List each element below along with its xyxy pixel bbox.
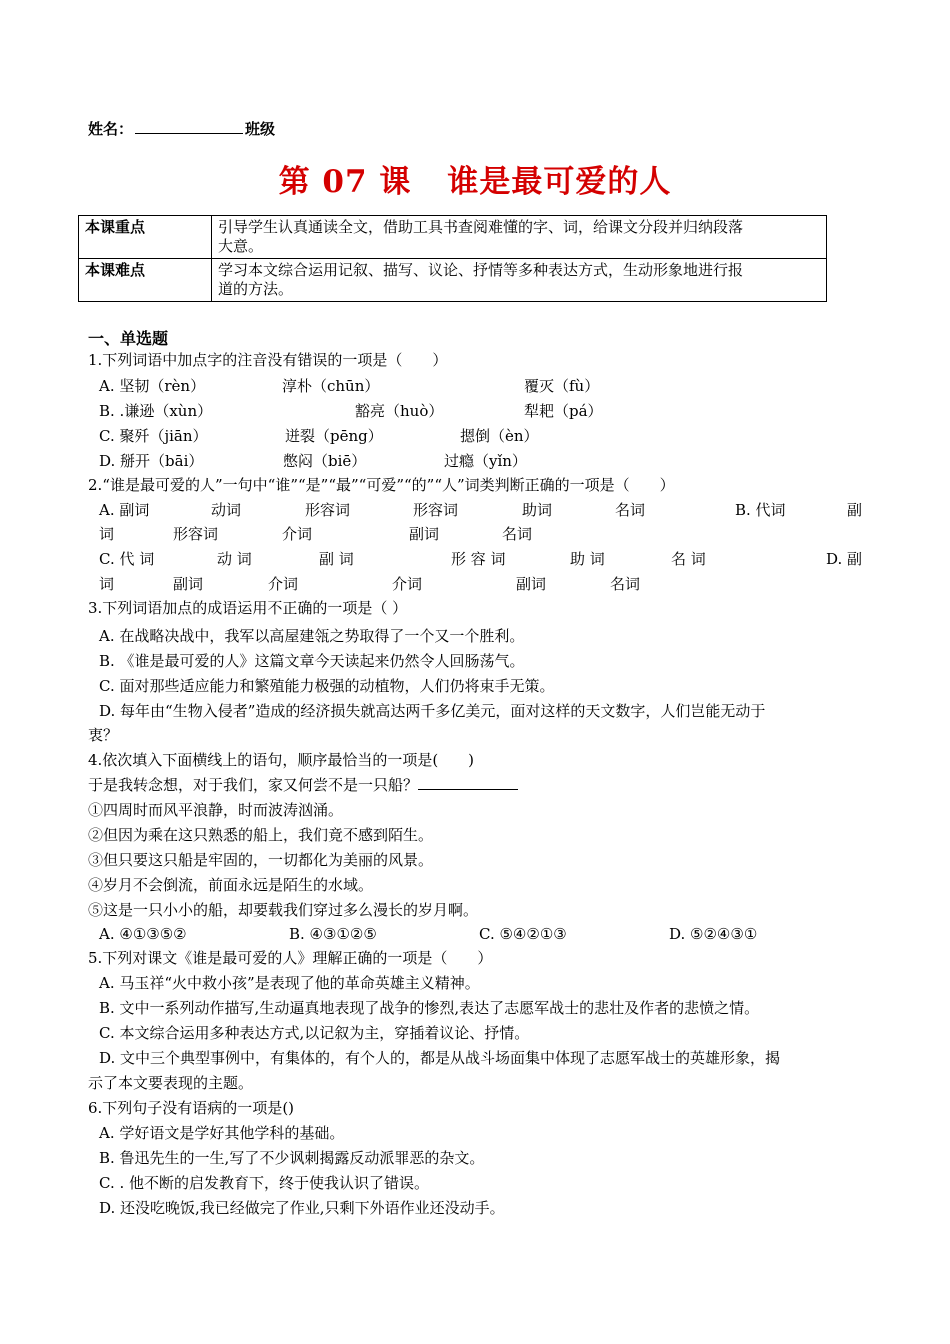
q6-option-d[interactable]: D. 还没吃晚饭,我已经做完了作业,只剩下外语作业还没动手。	[99, 1199, 505, 1217]
q2-r4-2: 介词	[268, 575, 299, 593]
q1-b3: 犁耙（pá）	[524, 402, 603, 420]
q3-option-a[interactable]: A. 在战略决战中，我军以高屋建瓴之势取得了一个又一个胜利。	[99, 627, 525, 645]
q6-option-b[interactable]: B. 鲁迅先生的一生,写了不少讽刺揭露反动派罪恶的杂文。	[99, 1149, 485, 1167]
q2-r3-2: 副 词	[319, 550, 354, 568]
difficulty-text: 学习本文综合运用记叙、描写、议论、抒情等多种表达方式，生动形象地进行报 道的方法。	[212, 259, 827, 302]
q3-option-d-line2: 衷？	[88, 726, 119, 744]
q1-a3: 覆灭（fù）	[524, 377, 600, 395]
q2-r3-5: 名 词	[671, 550, 706, 568]
q4-item-1: ①四周时而风平浪静，时而波涛汹涌。	[88, 801, 344, 819]
table-row	[79, 216, 827, 259]
q5-option-b[interactable]: B. 文中一系列动作描写,生动逼真地表现了战争的惨烈,表达了志愿军战士的悲壮及作者的悲愤之情。	[99, 999, 760, 1017]
q2-r2-4: 名词	[502, 525, 533, 543]
q2-r4-5: 名词	[610, 575, 641, 593]
q3-stem: 3.下列词语加点的成语运用不正确的一项是（ ）	[88, 599, 408, 617]
q4-item-4: ④岁月不会倒流，前面永远是陌生的水域。	[88, 876, 374, 894]
class-label: 班级	[245, 120, 276, 138]
q1-c3: 摁倒（èn）	[460, 427, 539, 445]
q5-option-d-line1[interactable]: D. 文中三个典型事例中，有集体的，有个人的，都是从战斗场面集中体现了志愿军战士的英雄形象，揭	[99, 1049, 781, 1067]
q4-stem: 4.依次填入下面横线上的语句，顺序最恰当的一项是( )	[88, 751, 475, 769]
q4-option-a[interactable]: A. ④①③⑤②	[99, 925, 187, 943]
q5-option-a[interactable]: A. 马玉祥“火中救小孩”是表现了他的革命英雄主义精神。	[99, 974, 480, 992]
q2-r1-1: 动词	[211, 501, 242, 519]
q2-r3-0[interactable]: C. 代 词	[99, 550, 155, 568]
q2-r4-0: 词	[99, 575, 115, 593]
q2-r1-0[interactable]: A. 副词	[99, 501, 150, 519]
q4-option-d[interactable]: D. ⑤②④③①	[669, 925, 758, 943]
q1-a2: 淳朴（chūn）	[282, 377, 380, 395]
q2-r4-4: 副词	[516, 575, 547, 593]
q2-r3-1: 动 词	[217, 550, 252, 568]
q4-item-5: ⑤这是一只小小的船，却要载我们穿过多么漫长的岁月啊。	[88, 901, 479, 919]
q1-a1[interactable]: A. 坚韧（rèn）	[99, 377, 206, 395]
q2-r1-3: 形容词	[413, 501, 459, 519]
q5-option-d-line2: 示了本文要表现的主题。	[88, 1074, 254, 1092]
q1-c2: 迸裂（pēng）	[285, 427, 383, 445]
q6-option-c[interactable]: C. . 他不断的启发教育下，终于使我认识了错误。	[99, 1174, 430, 1192]
q4-context: 于是我转念想，对于我们，家又何尝不是一只船？	[88, 775, 518, 795]
lesson-info-table	[78, 215, 827, 302]
q2-r2-1: 形容词	[173, 525, 219, 543]
q2-r3-4: 助 词	[570, 550, 605, 568]
q2-r3-6[interactable]: D. 副	[826, 550, 863, 568]
q4-blank[interactable]	[418, 775, 518, 790]
q1-stem: 1.下列词语中加点字的注音没有错误的一项是（ ）	[88, 351, 448, 369]
q2-r1-5: 名词	[615, 501, 646, 519]
q6-stem: 6.下列句子没有语病的一项是()	[88, 1099, 295, 1117]
q2-stem: 2.“谁是最可爱的人”一句中“谁”“是”“最”“可爱”“的”“人”词类判断正确的一项是（ ）	[88, 476, 675, 494]
q3-option-d-line1[interactable]: D. 每年由“生物入侵者”造成的经济损失就高达两千多亿美元，面对这样的天文数字，人们岂能无动于	[99, 702, 766, 720]
q2-r1-4: 助词	[522, 501, 553, 519]
q1-b1[interactable]: B. .谦逊（xùn）	[99, 402, 213, 420]
q4-option-c[interactable]: C. ⑤④②①③	[479, 925, 567, 943]
q1-d1[interactable]: D. 掰开（bāi）	[99, 452, 204, 470]
difficulty-label: 本课难点	[79, 259, 212, 302]
q4-option-b[interactable]: B. ④③①②⑤	[289, 925, 377, 943]
q6-option-a[interactable]: A. 学好语文是学好其他学科的基础。	[99, 1124, 345, 1142]
q3-option-b[interactable]: B. 《谁是最可爱的人》这篇文章今天读起来仍然令人回肠荡气。	[99, 652, 525, 670]
page-title	[0, 156, 950, 201]
focus-text: 引导学生认真通读全文，借助工具书查阅难懂的字、词，给课文分段并归纳段落 大意。	[212, 216, 827, 259]
q3-option-c[interactable]: C. 面对那些适应能力和繁殖能力极强的动植物，人们仍将束手无策。	[99, 677, 555, 695]
q5-option-c[interactable]: C. 本文综合运用多种表达方式,以记叙为主，穿插着议论、抒情。	[99, 1024, 530, 1042]
lesson-title: 谁是最可爱的人	[447, 164, 672, 200]
q2-r1-6[interactable]: B. 代词	[735, 501, 786, 519]
q1-c1[interactable]: C. 聚歼（jiān）	[99, 427, 208, 445]
lesson-number: 第 07 课	[278, 164, 412, 200]
q2-r1-2: 形容词	[305, 501, 351, 519]
q2-r4-1: 副词	[173, 575, 204, 593]
q2-r2-2: 介词	[282, 525, 313, 543]
name-blank[interactable]	[135, 119, 243, 134]
q2-r1-7: 副	[847, 501, 863, 519]
q2-r3-3: 形 容 词	[451, 550, 506, 568]
q2-r2-3: 副词	[409, 525, 440, 543]
section-title: 一、单选题	[88, 329, 169, 348]
q4-item-3: ③但只要这只船是牢固的，一切都化为美丽的风景。	[88, 851, 434, 869]
name-label: 姓名：	[88, 120, 134, 138]
q2-r2-0: 词	[99, 525, 115, 543]
name-class-line	[88, 118, 275, 139]
q5-stem: 5.下列对课文《谁是最可爱的人》理解正确的一项是（ ）	[88, 949, 493, 967]
q2-r4-3: 介词	[392, 575, 423, 593]
q4-item-2: ②但因为乘在这只熟悉的船上，我们竟不感到陌生。	[88, 826, 434, 844]
focus-label: 本课重点	[79, 216, 212, 259]
table-row	[79, 259, 827, 302]
q1-d2: 憋闷（biē）	[283, 452, 367, 470]
q1-d3: 过瘾（yǐn）	[444, 452, 527, 470]
q1-b2: 豁亮（huò）	[355, 402, 444, 420]
